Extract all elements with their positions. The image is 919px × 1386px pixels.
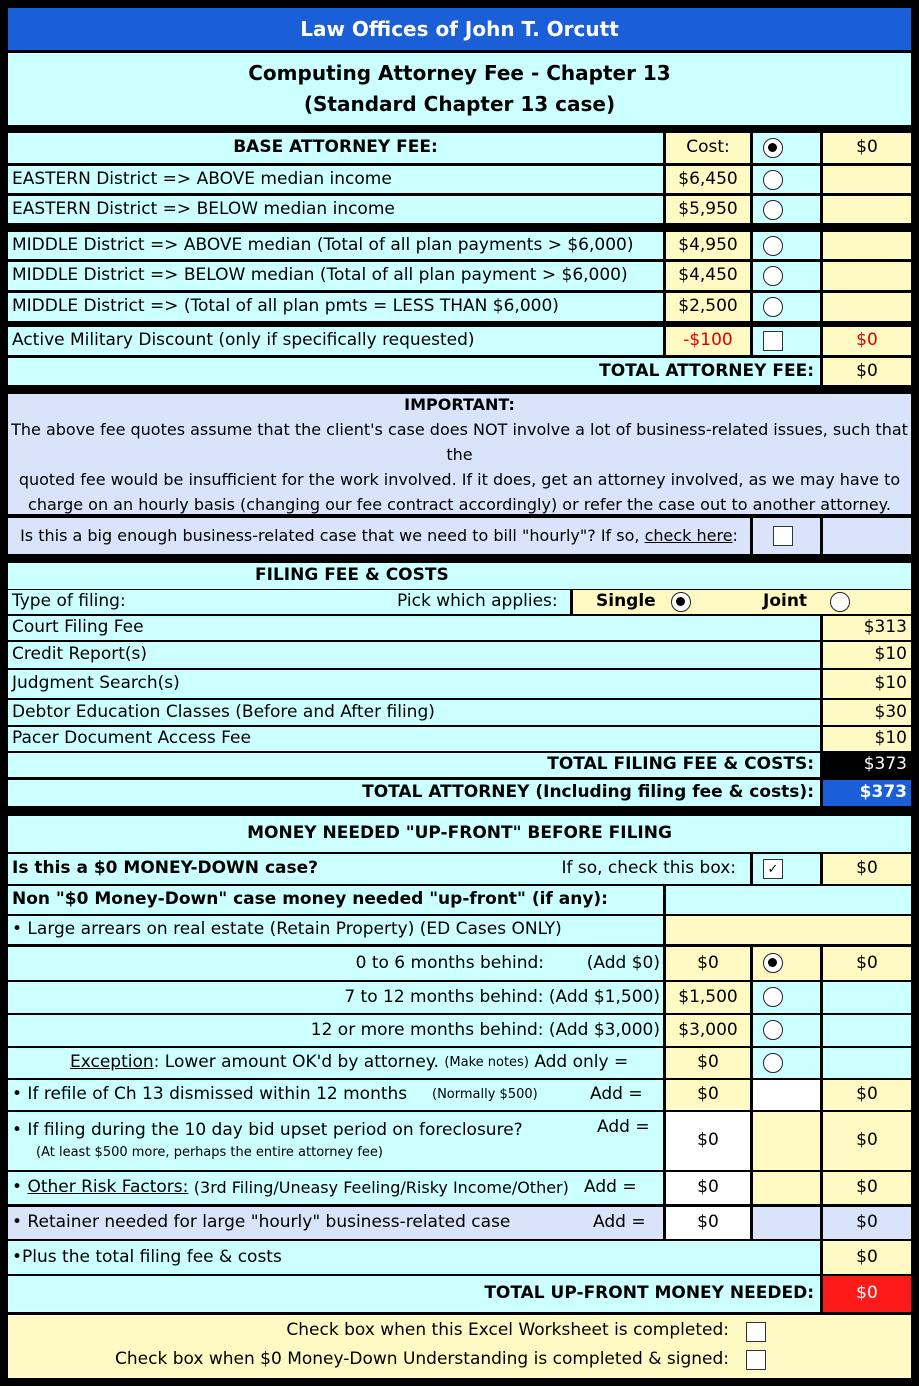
military-discount-value: $0: [823, 327, 911, 355]
filing-type-options: [573, 590, 911, 614]
total-upfront-value: $0: [823, 1276, 911, 1312]
zero-down-question: Is this a $0 MONEY-DOWN case?: [8, 854, 558, 884]
base-row-cost: $4,950: [666, 232, 750, 259]
base-row-label: MIDDLE District => (Total of all plan pmts = LESS THAN $6,000): [8, 293, 663, 321]
pick-label: Pick which applies:: [397, 591, 558, 612]
base-row-label: EASTERN District => BELOW median income: [8, 196, 663, 223]
filing-fee-heading: FILING FEE & COSTS: [8, 563, 911, 589]
arrears-value: $0: [823, 947, 911, 980]
base-fee-radio-selected[interactable]: [763, 138, 783, 158]
important-line-3: charge on an hourly basis (changing our fee contract accordingly) or refer the case out to another attorney.: [28, 494, 891, 514]
bid-upset-row: • If filing during the 10 day bid upset period on foreclosure? (At least $500 more, perhaps the entire attorney fee) Add =: [8, 1112, 663, 1170]
military-discount-cost: -$100: [666, 327, 750, 355]
zero-down-checkbox[interactable]: ✓: [763, 859, 783, 879]
arrears-radio[interactable]: [763, 987, 783, 1007]
bid-upset-amount[interactable]: $0: [666, 1112, 750, 1170]
risk-factors-row: • Other Risk Factors: (3rd Filing/Uneasy Feeling/Risky Income/Other) Add =: [8, 1172, 663, 1204]
important-notice: [8, 394, 911, 514]
exception-link: Exception: [70, 1052, 154, 1073]
page-title: [8, 53, 911, 125]
single-label: Single: [596, 591, 656, 612]
arrears-amount: $3,000: [666, 1015, 750, 1046]
hourly-checkbox[interactable]: [773, 526, 793, 546]
important-line-1: The above fee quotes assume that the client's case does NOT involve a lot of business-related issues, such that the: [11, 419, 908, 464]
filing-row-value: $30: [823, 700, 911, 725]
title-line-1: Computing Attorney Fee - Chapter 13: [248, 61, 671, 85]
total-attorney-incl-value: $373: [823, 780, 911, 806]
exception-radio[interactable]: [763, 1053, 783, 1073]
total-upfront-label: TOTAL UP-FRONT MONEY NEEDED:: [8, 1276, 820, 1312]
understanding-signed-checkbox[interactable]: [746, 1350, 766, 1370]
title-line-2: (Standard Chapter 13 case): [303, 92, 616, 116]
arrears-radio-selected[interactable]: [763, 953, 783, 973]
base-fee-heading: BASE ATTORNEY FEE:: [8, 133, 663, 163]
arrears-option: 7 to 12 months behind: (Add $1,500): [8, 982, 663, 1013]
risk-factors-link[interactable]: Other Risk Factors:: [27, 1177, 189, 1198]
base-row-value: [823, 166, 911, 193]
retainer-value: $0: [823, 1207, 911, 1239]
single-radio[interactable]: [671, 592, 691, 612]
zero-down-check-label: If so, check this box:: [558, 854, 750, 884]
base-row-value: [823, 232, 911, 259]
exception-amount[interactable]: $0: [666, 1048, 750, 1078]
base-row-label: MIDDLE District => BELOW median (Total of all plan payment > $6,000): [8, 262, 663, 290]
base-row-value: [823, 293, 911, 321]
base-row-value: [823, 262, 911, 290]
base-row-radio[interactable]: [763, 297, 783, 317]
hourly-value: [823, 518, 911, 554]
plus-filing-label: •Plus the total filing fee & costs: [8, 1241, 820, 1274]
base-fee-selected-value: $0: [823, 133, 911, 163]
risk-factors-value: $0: [823, 1172, 911, 1204]
base-row-label: EASTERN District => ABOVE median income: [8, 166, 663, 193]
total-attorney-fee-label: TOTAL ATTORNEY FEE:: [8, 358, 820, 385]
base-row-value: [823, 196, 911, 223]
base-row-radio[interactable]: [763, 200, 783, 220]
hourly-question: Is this a big enough business-related case that we need to bill "hourly"? If so, check here :: [8, 518, 750, 554]
zero-down-value: $0: [823, 854, 911, 884]
base-row-radio[interactable]: [763, 266, 783, 286]
arrears-option: 12 or more months behind: (Add $3,000): [8, 1015, 663, 1046]
refile-amount[interactable]: $0: [666, 1080, 750, 1110]
total-filing-label: TOTAL FILING FEE & COSTS:: [8, 753, 820, 777]
completion-checks: [8, 1315, 911, 1378]
arrears-option: 0 to 6 months behind: (Add $0): [8, 947, 663, 980]
type-of-filing: Type of filing: Pick which applies:: [8, 590, 570, 614]
cost-label: Cost:: [666, 133, 750, 163]
worksheet-complete-checkbox[interactable]: [746, 1322, 766, 1342]
bid-upset-value: $0: [823, 1112, 911, 1170]
arrears-label: • Large arrears on real estate (Retain Property) (ED Cases ONLY): [8, 916, 663, 944]
filing-row-value: $10: [823, 727, 911, 751]
joint-label: Joint: [763, 591, 808, 612]
military-discount-checkbox[interactable]: [763, 331, 783, 351]
base-row-cost: $2,500: [666, 293, 750, 321]
filing-row-value: $10: [823, 670, 911, 698]
plus-filing-value: $0: [823, 1241, 911, 1274]
arrears-amount: $1,500: [666, 982, 750, 1013]
filing-row-label: Court Filing Fee: [8, 616, 820, 640]
total-filing-value: $373: [823, 753, 911, 777]
base-row-radio[interactable]: [763, 236, 783, 256]
base-row-cost: $5,950: [666, 196, 750, 223]
refile-value: $0: [823, 1080, 911, 1110]
base-row-cost: $6,450: [666, 166, 750, 193]
hourly-check-link[interactable]: check here: [644, 525, 733, 545]
understanding-signed-label: Check box when $0 Money-Down Understanding is completed & signed:: [115, 1349, 729, 1369]
filing-row-label: Pacer Document Access Fee: [8, 727, 820, 751]
non-zero-down-label: Non "$0 Money-Down" case money needed "up-front" (if any):: [8, 886, 663, 914]
base-row-cost: $4,450: [666, 262, 750, 290]
risk-factors-amount[interactable]: $0: [666, 1172, 750, 1204]
retainer-row: • Retainer needed for large "hourly" business-related case Add =: [8, 1207, 663, 1239]
exception-row: Exception : Lower amount OK'd by attorney. (Make notes) Add only =: [8, 1048, 663, 1078]
worksheet-complete-label: Check box when this Excel Worksheet is completed:: [286, 1320, 729, 1340]
military-discount-label: Active Military Discount (only if specifically requested): [8, 327, 663, 355]
total-attorney-incl-label: TOTAL ATTORNEY (Including filing fee & costs):: [8, 780, 820, 806]
filing-row-value: $10: [823, 642, 911, 668]
important-line-2: quoted fee would be insufficient for the work involved. If it does, get an attorney involved, as we may have to: [18, 469, 901, 489]
retainer-amount[interactable]: $0: [666, 1207, 750, 1239]
filing-row-label: Credit Report(s): [8, 642, 820, 668]
arrears-amount: $0: [666, 947, 750, 980]
joint-radio[interactable]: [830, 592, 850, 612]
arrears-radio[interactable]: [763, 1020, 783, 1040]
total-attorney-fee-value: $0: [823, 358, 911, 385]
filing-row-value: $313: [823, 616, 911, 640]
filing-row-label: Debtor Education Classes (Before and After filing): [8, 700, 820, 725]
firm-title: Law Offices of John T. Orcutt: [8, 8, 911, 50]
base-row-radio[interactable]: [763, 170, 783, 190]
base-row-label: MIDDLE District => ABOVE median (Total of all plan payments > $6,000): [8, 232, 663, 259]
upfront-heading: MONEY NEEDED "UP-FRONT" BEFORE FILING: [8, 816, 911, 852]
refile-row: • If refile of Ch 13 dismissed within 12 months (Normally $500) Add =: [8, 1080, 663, 1110]
important-heading: IMPORTANT:: [404, 394, 515, 414]
filing-row-label: Judgment Search(s): [8, 670, 820, 698]
